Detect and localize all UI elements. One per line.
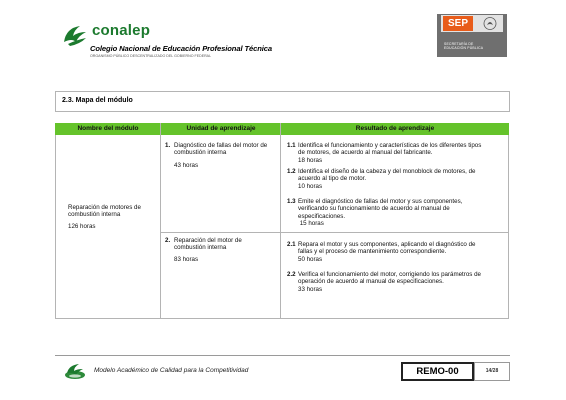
institution-name: Colegio Nacional de Educación Profesional Técnica bbox=[90, 44, 273, 53]
unit-number: 1. bbox=[165, 142, 171, 149]
conalep-logo-icon bbox=[60, 20, 90, 50]
document-code: REMO-00 bbox=[401, 362, 474, 381]
conalep-footer-logo-icon bbox=[63, 362, 87, 380]
sep-name-line1: SECRETARÍA DE bbox=[444, 42, 474, 46]
result-line: operación de acuerdo al manual de especificaciones. bbox=[298, 278, 444, 286]
footer-model-text: Modelo Académico de Calidad para la Competitividad bbox=[94, 367, 249, 374]
sep-label: SEP bbox=[443, 16, 473, 31]
unit-title-line2: combustión interna bbox=[174, 149, 227, 157]
mexico-eagle-icon bbox=[482, 16, 498, 31]
result-number: 2.1 bbox=[287, 241, 296, 248]
result-number: 2.2 bbox=[287, 271, 296, 278]
result-line: Emite el diagnóstico de fallas del motor y sus componentes, bbox=[298, 198, 463, 205]
sep-name bbox=[444, 42, 502, 50]
result-line: acuerdo al tipo de motor. bbox=[298, 175, 367, 183]
column-header-unit: Unidad de aprendizaje bbox=[186, 125, 256, 132]
module-name-line2: combustión interna bbox=[68, 211, 121, 219]
institution-tagline: ORGANISMO PÚBLICO DESCENTRALIZADO DEL GOBIERNO FEDERAL bbox=[90, 54, 212, 58]
result-number: 1.3 bbox=[287, 198, 296, 205]
unit-hours: 43 horas bbox=[174, 162, 199, 169]
result-hours: 18 horas bbox=[298, 156, 323, 164]
result-hours: 50 horas bbox=[298, 255, 323, 263]
unit-number: 2. bbox=[165, 237, 171, 244]
result-line: Identifica el diseño de la cabeza y del monoblock de motores, de bbox=[298, 168, 476, 175]
module-name-line1: Reparación de motores de bbox=[68, 204, 141, 211]
result-line: Repara el motor y sus componentes, aplicando el diagnóstico de bbox=[298, 241, 476, 248]
result-line: de motores, de acuerdo al manual del fabricante. bbox=[298, 149, 433, 157]
result-hours: 10 horas bbox=[298, 182, 323, 190]
result-number: 1.2 bbox=[287, 168, 296, 175]
result-hours: 33 horas bbox=[298, 285, 323, 293]
column-divider bbox=[160, 123, 161, 319]
unit-title bbox=[165, 237, 279, 252]
result-line: fallas y el proceso de mantenimiento correspondiente. bbox=[298, 248, 447, 256]
column-header-result: Resultado de aprendizaje bbox=[355, 125, 435, 132]
sep-name-line2: EDUCACIÓN PÚBLICA bbox=[444, 46, 484, 50]
page-number: 14/28 bbox=[474, 362, 510, 381]
section-title: 2.3. Mapa del módulo bbox=[62, 97, 133, 104]
result-hours: 15 horas bbox=[298, 219, 324, 227]
unit-title-line1: Diagnóstico de fallas del motor de bbox=[174, 142, 268, 149]
unit-hours: 83 horas bbox=[174, 256, 199, 263]
module-name bbox=[68, 204, 158, 219]
result-number: 1.1 bbox=[287, 142, 296, 149]
unit-title bbox=[165, 142, 279, 157]
result-line: Identifica el funcionamiento y características de los diferentes tipos bbox=[298, 142, 482, 149]
footer-divider bbox=[55, 355, 510, 356]
result-line: Verifica el funcionamiento del motor, corrigiendo los parámetros de bbox=[298, 271, 481, 278]
result-line: verificando su funcionamiento de acuerdo al manual de bbox=[298, 205, 450, 213]
module-hours: 126 horas bbox=[68, 223, 96, 230]
conalep-wordmark: conalep bbox=[92, 22, 151, 39]
row-divider bbox=[160, 232, 509, 233]
column-divider bbox=[280, 123, 281, 319]
unit-title-line2: combustión interna bbox=[174, 244, 227, 252]
column-header-module: Nombre del módulo bbox=[77, 125, 139, 132]
result-line: especificaciones. bbox=[298, 212, 346, 220]
unit-title-line1: Reparación del motor de bbox=[174, 237, 242, 244]
